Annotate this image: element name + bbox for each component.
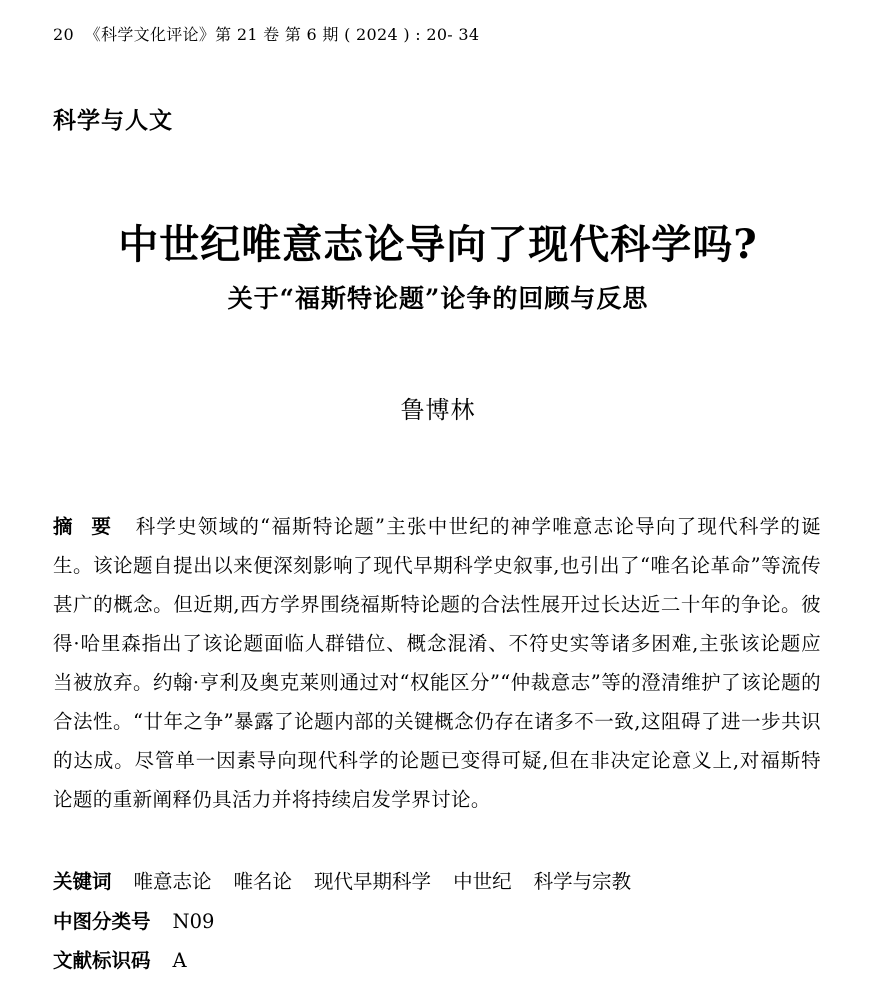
article-subtitle: 关于“福斯特论题”论争的回顾与反思 — [227, 284, 649, 313]
keywords-row — [53, 866, 653, 894]
keyword-item: 中世纪 — [453, 870, 512, 893]
clc-row — [53, 906, 214, 934]
author-name: 鲁博林 — [400, 396, 476, 424]
abstract-label: 摘要 — [53, 515, 130, 538]
column-heading: 科学与人文 — [53, 108, 173, 134]
clc-label: 中图分类号 — [53, 910, 151, 933]
keyword-item: 科学与宗教 — [533, 870, 632, 893]
doc-code-value: A — [172, 949, 187, 972]
article-title: 中世纪唯意志论导向了现代科学吗? — [118, 221, 758, 268]
abstract-text: 科学史领域的“福斯特论题”主张中世纪的神学唯意志论导向了现代科学的诞生。该论题自提出以来便深刻影响了现代早期科学史叙事,也引出了“唯名论革命”等流传甚广的概念。但近期,西方学界围绕福斯特论题的合法性展开过长达近二十年的争论。彼得·哈里森指出了该论题面临人群错位、概念混淆、不符史实等诸多困难,主张该论题应当被放弃。约翰·亨利及奥克莱则通过对“权能区分”“仲裁意志”等的澄清维护了该论题的合法性。“廿年之争”暴露了论题内部的关键概念仍存在诸多不一致,这阻碍了进一步共识的达成。尽管单一因素导向现代科学的论题已变得可疑,但在非决定论意义上,对福斯特论题的重新阐释仍具活力并将持续启发学界讨论。 — [53, 515, 821, 811]
keywords-label: 关键词 — [53, 870, 112, 893]
keyword-item: 唯名论 — [233, 870, 293, 893]
clc-value: N09 — [172, 910, 215, 933]
running-head — [53, 22, 479, 45]
abstract — [53, 507, 821, 819]
keyword-item: 现代早期科学 — [314, 870, 432, 893]
journal-citation: 《科学文化评论》第 21 卷 第 6 期 ( 2024 ) : 20- 34 — [84, 25, 480, 44]
doc-code-row — [53, 945, 187, 973]
page-number: 20 — [53, 25, 74, 44]
keyword-item: 唯意志论 — [133, 870, 212, 893]
doc-code-label: 文献标识码 — [53, 949, 151, 972]
